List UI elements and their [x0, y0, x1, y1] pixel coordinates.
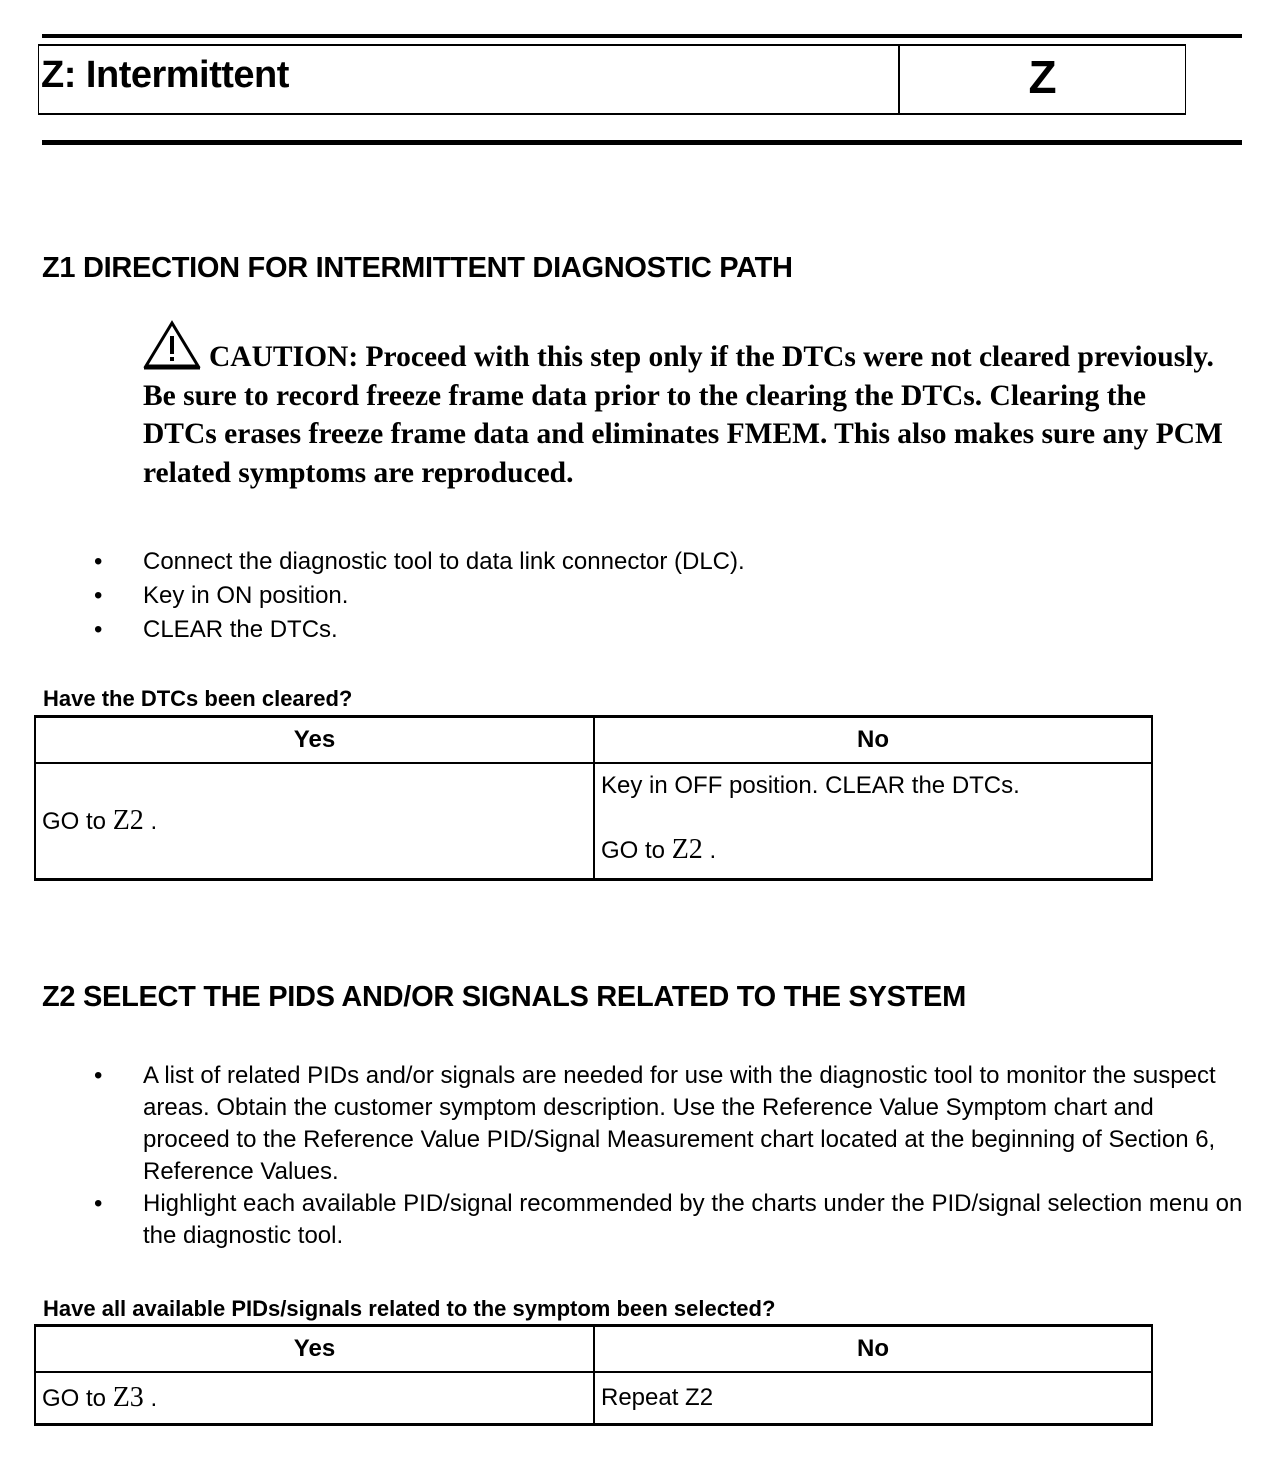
- z2-bullet-list: [0, 1060, 1243, 1252]
- list-item: • Highlight each available PID/signal recommended by the charts under the PID/signal selection menu on the diagnostic tool.: [94, 1190, 1243, 1249]
- go-to-z2-link[interactable]: Z2: [112, 804, 144, 836]
- z1-bullet-list: [0, 545, 1243, 647]
- no-header: No: [594, 1326, 1152, 1373]
- list-item: • Connect the diagnostic tool to data link connector (DLC).: [94, 548, 745, 575]
- no-header: No: [594, 717, 1152, 764]
- go-to-z3-link[interactable]: Z3: [112, 1381, 144, 1413]
- top-rule: [42, 34, 1242, 38]
- section-letter: Z: [1028, 51, 1057, 103]
- z2-heading: Z2 SELECT THE PIDS AND/OR SIGNALS RELATED TO THE SYSTEM: [42, 981, 966, 1013]
- caution-note: [143, 320, 1223, 492]
- z1-question: Have the DTCs been cleared?: [43, 686, 353, 711]
- header-bottom-rule: [42, 140, 1242, 145]
- yes-header: Yes: [35, 717, 594, 764]
- z2-answer-table: [34, 1324, 1153, 1426]
- yes-header: Yes: [35, 1326, 594, 1373]
- no-cell: Repeat Z2: [594, 1372, 1152, 1424]
- z1-heading: Z1 DIRECTION FOR INTERMITTENT DIAGNOSTIC PATH: [42, 252, 793, 284]
- list-item: • CLEAR the DTCs.: [94, 616, 338, 643]
- yes-cell: GO to Z2 .: [35, 763, 594, 879]
- no-cell: Key in OFF position. CLEAR the DTCs. GO to Z2 .: [594, 763, 1152, 879]
- header-box: [38, 44, 1186, 115]
- yes-cell: GO to Z3 .: [35, 1372, 594, 1424]
- list-item: • A list of related PIDs and/or signals are needed for use with the diagnostic tool to monitor the suspect areas. Obtain the customer symptom description. Use the Reference Value Symptom chart and proceed to the Reference Value PID/Signal Measurement chart located at the beginning of Section 6, Reference Values.: [94, 1062, 1216, 1185]
- page-title: Z: Intermittent: [41, 54, 289, 96]
- warning-triangle-icon: [143, 320, 201, 370]
- list-item: • Key in ON position.: [94, 582, 349, 609]
- caution-text: CAUTION: Proceed with this step only if the DTCs were not cleared previously. Be sure to record freeze frame data prior to the clearing the DTCs. Clearing the DTCs erases freeze frame data and eliminates FMEM. This also makes sure any PCM related symptoms are reproduced.: [143, 341, 1223, 489]
- z1-answer-table: [34, 715, 1153, 881]
- go-to-z2-link[interactable]: Z2: [671, 834, 703, 865]
- z2-question: Have all available PIDs/signals related to the symptom been selected?: [43, 1296, 776, 1321]
